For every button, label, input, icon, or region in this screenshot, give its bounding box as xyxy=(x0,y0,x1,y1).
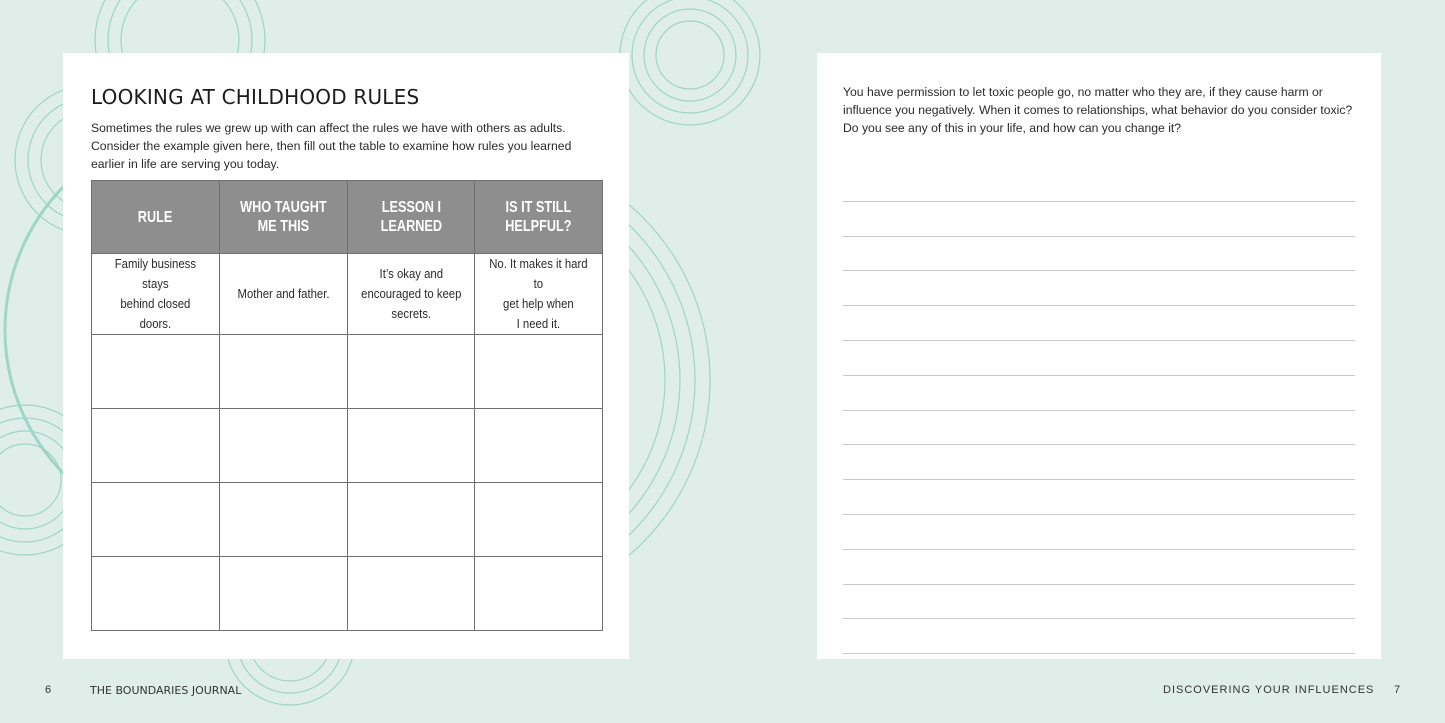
blank-cell[interactable] xyxy=(475,335,603,409)
ring xyxy=(632,0,748,113)
blank-cell[interactable] xyxy=(475,557,603,631)
journal-prompt: You have permission to let toxic people go, no matter who they are, if they cause harm or influence you negatively. When it comes to relationships, what behavior do you consider toxic? Do you see any of this in your life, and how can you change it? xyxy=(843,85,1353,135)
writing-line[interactable] xyxy=(843,376,1355,411)
left-page xyxy=(63,53,629,659)
blank-cell[interactable] xyxy=(219,409,347,483)
writing-line[interactable] xyxy=(843,306,1355,341)
writing-line[interactable] xyxy=(843,585,1355,620)
blank-row xyxy=(92,483,603,557)
writing-line[interactable] xyxy=(843,237,1355,272)
blank-cell[interactable] xyxy=(347,557,475,631)
right-page-number: 7 xyxy=(1394,684,1401,696)
header-still-helpful: IS IT STILL HELPFUL? xyxy=(475,181,603,254)
blank-cell[interactable] xyxy=(219,335,347,409)
writing-line[interactable] xyxy=(843,271,1355,306)
blank-row xyxy=(92,409,603,483)
writing-line[interactable] xyxy=(843,411,1355,446)
blank-cell[interactable] xyxy=(92,335,220,409)
blank-cell[interactable] xyxy=(347,409,475,483)
example-who-cell: Mother and father. xyxy=(219,254,347,335)
ring xyxy=(656,21,724,89)
ring xyxy=(620,0,760,125)
writing-line[interactable] xyxy=(843,202,1355,237)
example-rule-cell: Family business stays behind closed doors. xyxy=(92,254,220,335)
blank-cell[interactable] xyxy=(475,409,603,483)
writing-line[interactable] xyxy=(843,341,1355,376)
blank-row xyxy=(92,335,603,409)
example-lesson-cell: It’s okay and encouraged to keep secrets. xyxy=(347,254,475,335)
header-who-taught: WHO TAUGHT ME THIS xyxy=(219,181,347,254)
page-title: LOOKING AT CHILDHOOD RULES xyxy=(91,85,420,109)
blank-cell[interactable] xyxy=(347,483,475,557)
ring xyxy=(644,9,736,101)
writing-line[interactable] xyxy=(843,445,1355,480)
example-helpful-cell: No. It makes it hard to get help when I need it. xyxy=(475,254,603,335)
blank-cell[interactable] xyxy=(92,483,220,557)
ring xyxy=(0,444,61,516)
writing-line[interactable] xyxy=(843,515,1355,550)
journal-title: THE BOUNDARIES JOURNAL xyxy=(90,684,242,697)
intro-paragraph: Sometimes the rules we grew up with can affect the rules we have with others as adults. Consider the example given here, then fill out the table to examine how rules you learned earlier in life are serving you today. xyxy=(91,121,572,171)
header-rule: RULE xyxy=(92,181,220,254)
writing-line[interactable] xyxy=(843,167,1355,202)
writing-lines xyxy=(843,167,1355,654)
right-page xyxy=(817,53,1381,659)
section-title: DISCOVERING YOUR INFLUENCES xyxy=(1163,684,1375,696)
blank-cell[interactable] xyxy=(219,557,347,631)
blank-cell[interactable] xyxy=(475,483,603,557)
table-header-row xyxy=(92,181,603,254)
writing-line[interactable] xyxy=(843,480,1355,515)
blank-cell[interactable] xyxy=(92,409,220,483)
childhood-rules-table xyxy=(91,180,603,631)
writing-line[interactable] xyxy=(843,619,1355,654)
header-lesson-learned: LESSON I LEARNED xyxy=(347,181,475,254)
example-row xyxy=(92,254,603,335)
blank-cell[interactable] xyxy=(92,557,220,631)
blank-cell[interactable] xyxy=(347,335,475,409)
writing-line[interactable] xyxy=(843,550,1355,585)
left-page-number: 6 xyxy=(45,684,52,696)
blank-cell[interactable] xyxy=(219,483,347,557)
blank-row xyxy=(92,557,603,631)
